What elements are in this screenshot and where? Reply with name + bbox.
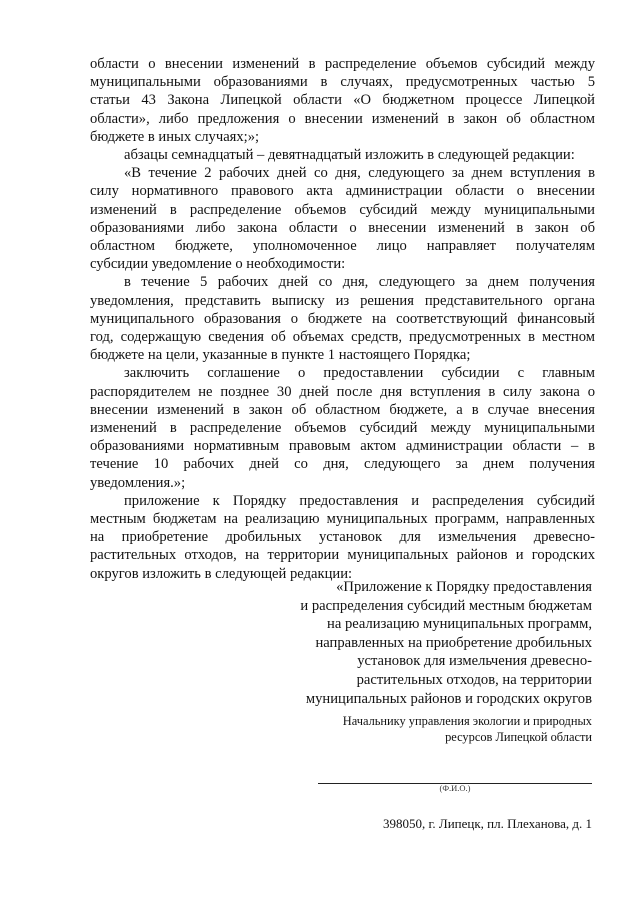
text-line: уведомления, представить выписку из решения представительного органа <box>90 292 595 309</box>
paragraph-extract <box>90 273 595 364</box>
text-line: образованиями нормативным правовым актом администрации области – в <box>90 438 595 455</box>
text-line: год, содержащую сведения об объемах средств, предусмотренных в местном <box>90 329 595 346</box>
appendix-line: установок для измельчения древесно- <box>357 653 592 670</box>
text-line: растительных отходов, на территории муниципальных районов и городских <box>90 547 595 564</box>
paragraph-abzatsy <box>90 146 595 164</box>
text-line: области», либо предложения о внесении изменений в закон об областном <box>90 110 595 127</box>
paragraph-amendment-tail <box>90 55 595 146</box>
text-line: заключить соглашение о предоставлении субсидии с главным <box>124 365 595 382</box>
appendix-heading <box>260 578 592 708</box>
text-line: округов изложить в следующей редакции: <box>90 565 353 582</box>
addressee-block <box>300 714 592 745</box>
paragraph-agreement <box>90 364 595 491</box>
appendix-line: муниципальных районов и городских округов <box>305 690 592 707</box>
text-line: «В течение 2 рабочих дней со дня, следующего за днем вступления в <box>124 165 595 182</box>
document-body <box>90 55 595 583</box>
addressee-line: ресурсов Липецкой области <box>445 729 592 744</box>
text-line: в течение 5 рабочих дней со дня, следующего за днем получения <box>124 274 595 291</box>
text-line: уведомления.»; <box>90 474 186 491</box>
appendix-line: на реализацию муниципальных программ, <box>327 616 592 633</box>
text-line: абзацы семнадцатый – девятнадцатый изложить в следующей редакции: <box>124 147 575 164</box>
text-line: бюджете в иных случаях;»; <box>90 128 260 145</box>
paragraph-notification <box>90 164 595 273</box>
text-line: области о внесении изменений в распределение объемов субсидий между <box>90 56 595 72</box>
addressee-line: Начальнику управления экологии и природных <box>342 714 592 728</box>
appendix-line: «Приложение к Порядку предоставления <box>336 579 592 595</box>
text-line: течение 10 рабочих дней со дня, следующего за днем получения <box>90 456 595 473</box>
text-line: муниципального образования о бюджете на соответствующий финансовый <box>90 310 595 327</box>
text-line: бюджете на цели, указанные в пункте 1 настоящего Порядка; <box>90 347 471 364</box>
text-line: приложение к Порядку предоставления и распределения субсидий <box>124 492 595 509</box>
text-line: субсидии уведомление о необходимости: <box>90 256 346 273</box>
text-line: силу нормативного правового акта администрации области о внесении <box>90 183 595 200</box>
signature-caption: (Ф.И.О.) <box>439 783 471 793</box>
text-line: изменений в распределение объемов субсидий между муниципальными <box>90 201 595 218</box>
text-line: изменений в распределение объемов субсидий между муниципальными <box>90 420 595 437</box>
text-line: местным бюджетам на реализацию муниципальных программ, направленных <box>90 511 595 528</box>
text-line: на приобретение дробильных установок для измельчения древесно- <box>90 529 595 546</box>
text-line: статьи 43 Закона Липецкой области «О бюджетном процессе Липецкой <box>90 92 595 109</box>
text-line: областном бюджете, уполномоченное лицо направляет получателям <box>90 238 595 255</box>
paragraph-appendix-intro <box>90 492 595 583</box>
appendix-line: и распределения субсидий местным бюджетам <box>300 597 592 614</box>
text-line: распорядителем не позднее 30 дней после дня вступления в силу закона о <box>90 383 595 400</box>
postal-address: 398050, г. Липецк, пл. Плеханова, д. 1 <box>383 816 592 831</box>
text-line: муниципальными образованиями в случаях, предусмотренных частью 5 <box>90 74 595 91</box>
appendix-line: растительных отходов, на территории <box>356 671 592 688</box>
text-line: внесении изменений в закон об областном бюджете, а в случае внесения <box>90 401 595 418</box>
appendix-line: направленных на приобретение дробильных <box>315 634 592 651</box>
text-line: образованиями либо закона области о внесении изменений в закон об <box>90 219 595 236</box>
